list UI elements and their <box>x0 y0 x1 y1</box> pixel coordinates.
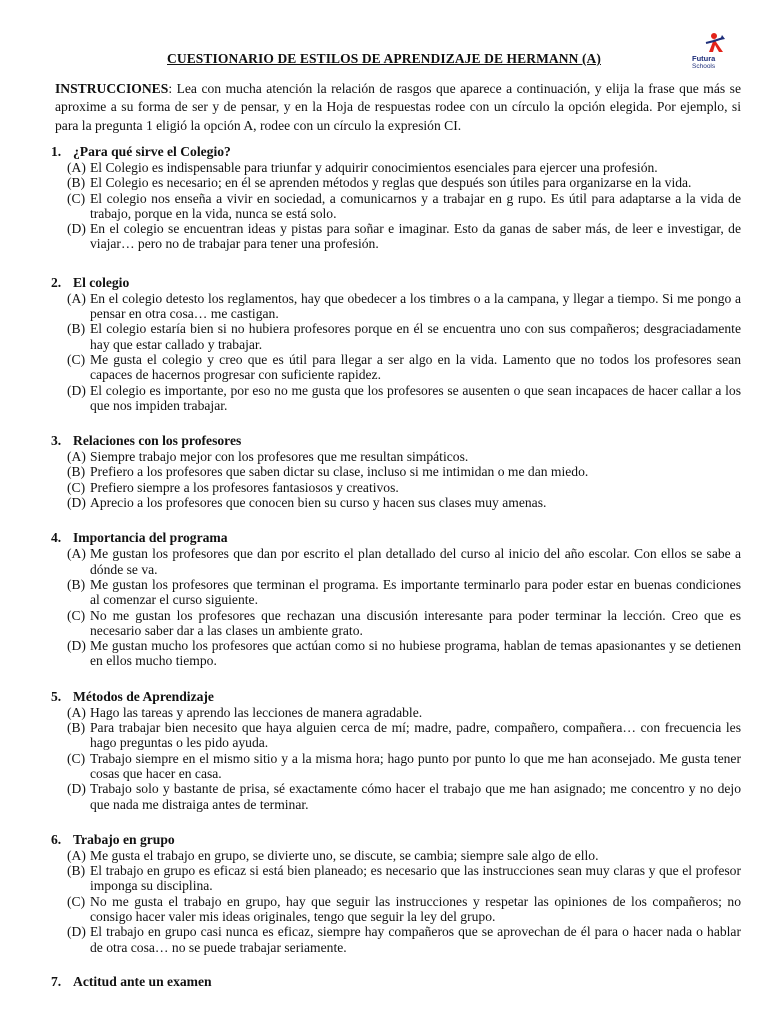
option-text: El trabajo en grupo casi nunca es eficaz, siempre hay compañeros que se aprovechan de él para o hacer nada o hablar de otra cosa… no se puede trabajar seriamente. <box>90 924 741 955</box>
question-title: Actitud ante un examen <box>73 973 212 989</box>
question-title: El colegio <box>73 274 130 290</box>
question-title: Importancia del programa <box>73 530 228 546</box>
question-number: 5. <box>51 688 62 704</box>
option-text: En el colegio detesto los reglamentos, hay que obedecer a los timbres o a la campana, y llegar a tiempo. Si me pongo a pensar en otra cosa… me castigan. <box>90 290 741 322</box>
option-letter: (C) <box>67 893 86 909</box>
option-letter: (B) <box>67 720 86 736</box>
answer-option <box>0 191 768 222</box>
question-block <box>0 143 768 252</box>
option-letter: (B) <box>67 464 86 480</box>
option-text: El Colegio es indispensable para triunfar y adquirir conocimientos esenciales para ejercer una profesión. <box>90 160 658 175</box>
futura-schools-logo <box>692 32 736 76</box>
option-letter: (A) <box>67 160 86 175</box>
question-block <box>0 529 768 668</box>
option-letter: (D) <box>67 221 86 237</box>
question-number: 3. <box>51 433 62 449</box>
instructions-paragraph <box>55 80 741 135</box>
answer-option <box>0 924 768 955</box>
answer-option <box>0 577 768 608</box>
question-title: ¿Para qué sirve el Colegio? <box>73 144 231 159</box>
option-text: El trabajo en grupo es eficaz si está bien planeado; es necesario que las instrucciones sean muy claras y que el profesor imponga su disciplina. <box>90 863 741 894</box>
answer-option <box>0 464 768 479</box>
answer-option <box>0 894 768 925</box>
option-text: Me gusta el colegio y creo que es útil para llegar a ser algo en la vida. Lamento que no todos los profesores sean capaces de hacernos progresar con suficiente rapidez. <box>90 351 741 383</box>
instructions-lead: INSTRUCCIONES <box>55 81 169 96</box>
answer-option <box>0 383 768 414</box>
option-text: Prefiero siempre a los profesores fantasiosos y creativos. <box>90 479 399 495</box>
option-letter: (B) <box>67 576 86 592</box>
option-text: El colegio nos enseña a vivir en sociedad, a comunicarnos y a trabajar en g rupo. Es útil para adaptarse a la vida de trabajo, porque en la vida, nunca se está solo. <box>90 190 741 221</box>
answer-option <box>0 608 768 639</box>
question-title: Trabajo en grupo <box>73 831 175 847</box>
option-letter: (C) <box>67 607 86 623</box>
answer-option <box>0 720 768 751</box>
logo-figure-icon <box>692 32 736 56</box>
answer-option <box>0 705 768 720</box>
option-text: Trabajo solo y bastante de prisa, sé exactamente cómo hacer el trabajo que me han asignado; me concentro y no dejo que nada me distraiga antes de terminar. <box>90 781 741 812</box>
option-letter: (B) <box>67 321 86 337</box>
option-text: Aprecio a los profesores que conocen bien su curso y hacen sus clases muy amenas. <box>90 495 547 511</box>
option-text: Prefiero a los profesores que saben dictar su clase, incluso si me intimidan o me dan miedo. <box>90 464 589 480</box>
option-text: No me gusta el trabajo en grupo, hay que seguir las instrucciones y respetar las opiniones de los compañeros; no consigo hacer valer mis ideas originales, tengo que seguir la ley del grupo. <box>90 893 741 924</box>
option-text: El Colegio es necesario; en él se aprenden métodos y reglas que después son útiles para organizarse en la vida. <box>90 175 692 191</box>
answer-option <box>0 221 768 252</box>
question-number: 7. <box>51 973 62 989</box>
option-text: El colegio es importante, por eso no me gusta que los profesores se ausenten o que sean incapaces de hacer callar a los que nos impiden trabajar. <box>90 382 741 413</box>
question-heading <box>0 432 768 449</box>
option-letter: (A) <box>67 704 86 720</box>
option-letter: (A) <box>67 546 86 562</box>
option-text: En el colegio se encuentran ideas y pistas para soñar e imaginar. Esto da ganas de saber más, de leer e investigar, de viajar… pero no de trabajar para tener una profesión. <box>90 221 741 252</box>
document-title: CUESTIONARIO DE ESTILOS DE APRENDIZAJE DE HERMANN (A) <box>167 51 601 66</box>
option-letter: (C) <box>67 351 86 367</box>
option-letter: (D) <box>67 924 86 940</box>
answer-option <box>0 863 768 894</box>
question-block <box>0 973 768 990</box>
option-text: Hago las tareas y aprendo las lecciones de manera agradable. <box>90 704 423 720</box>
option-letter: (D) <box>67 382 86 398</box>
option-letter: (C) <box>67 190 86 206</box>
option-text: Trabajo siempre en el mismo sitio y a la misma hora; hago punto por punto lo que me han aconsejado. Me gusta tener cosas que hacer en casa. <box>90 750 741 781</box>
logo-subtitle: Schools <box>692 63 716 70</box>
answer-option <box>0 495 768 510</box>
question-block <box>0 274 768 413</box>
question-number: 1. <box>51 144 62 159</box>
answer-option <box>0 546 768 577</box>
answer-option <box>0 480 768 495</box>
logo-name: Futura <box>692 54 716 63</box>
option-text: Me gustan los profesores que dan por escrito el plan detallado del curso al inicio del año escolar. Con ellos se sabe a dónde se va. <box>90 546 741 577</box>
option-letter: (C) <box>67 479 86 495</box>
option-letter: (A) <box>67 290 86 306</box>
question-heading <box>0 973 768 990</box>
option-letter: (B) <box>67 175 86 191</box>
question-number: 2. <box>51 274 62 290</box>
answer-option <box>0 449 768 464</box>
option-text: Me gustan los profesores que terminan el programa. Es importante terminarlo para poder estar en buenas condiciones al comenzar el curso siguiente. <box>90 576 741 608</box>
answer-option <box>0 848 768 863</box>
option-text: Me gusta el trabajo en grupo, se divierte uno, se discute, se cambia; siempre sale algo de ello. <box>90 847 599 863</box>
option-letter: (A) <box>67 449 86 465</box>
answer-option <box>0 291 768 322</box>
option-letter: (D) <box>67 781 86 797</box>
question-title: Métodos de Aprendizaje <box>73 688 214 704</box>
option-letter: (D) <box>67 638 86 654</box>
answer-option <box>0 352 768 383</box>
option-letter: (D) <box>67 495 86 511</box>
option-text: No me gustan los profesores que rechazan una discusión interesante para poder terminar la lección. Creo que es necesario saber dar a las clases un ambiente grato. <box>90 607 741 638</box>
option-text: Para trabajar bien necesito que haya alguien cerca de mí; madre, padre, compañero, compañera… con frecuencia les hago preguntas o les pido ayuda. <box>90 720 741 751</box>
question-heading <box>0 688 768 705</box>
question-heading <box>0 831 768 848</box>
option-letter: (C) <box>67 750 86 766</box>
question-number: 6. <box>51 831 62 847</box>
instructions-text: : Lea con mucha atención la relación de rasgos que aparece a continuación, y elija la frase que más se aproxime a su forma de ser y de pensar, y en la Hoja de respuestas rodee con un círculo la opción elegida. Por ejemplo, si para la pregunta 1 eligió la opción A, rodee con un círculo la expresión CI. <box>55 81 741 133</box>
answer-option <box>0 175 768 190</box>
answer-option <box>0 160 768 175</box>
option-text: Me gustan mucho los profesores que actúan como si no hubiese programa, hablan de temas apasionantes y se detienen en ellos mucho tiempo. <box>90 638 741 669</box>
answer-option <box>0 638 768 669</box>
question-block <box>0 688 768 812</box>
option-text: El colegio estaría bien si no hubiera profesores porque en él se encuentra uno con sus compañeros; desgraciadamente hay que estar callado y trabajar. <box>90 321 741 352</box>
question-title: Relaciones con los profesores <box>73 433 242 449</box>
answer-option <box>0 751 768 782</box>
question-heading <box>0 529 768 546</box>
question-number: 4. <box>51 530 62 546</box>
question-heading <box>0 143 768 160</box>
question-block <box>0 831 768 955</box>
question-list <box>0 143 768 990</box>
option-text: Siempre trabajo mejor con los profesores que me resultan simpáticos. <box>90 449 469 465</box>
question-heading <box>0 274 768 291</box>
answer-option <box>0 781 768 812</box>
option-letter: (A) <box>67 847 86 863</box>
answer-option <box>0 321 768 352</box>
option-letter: (B) <box>67 863 86 879</box>
question-block <box>0 432 768 510</box>
